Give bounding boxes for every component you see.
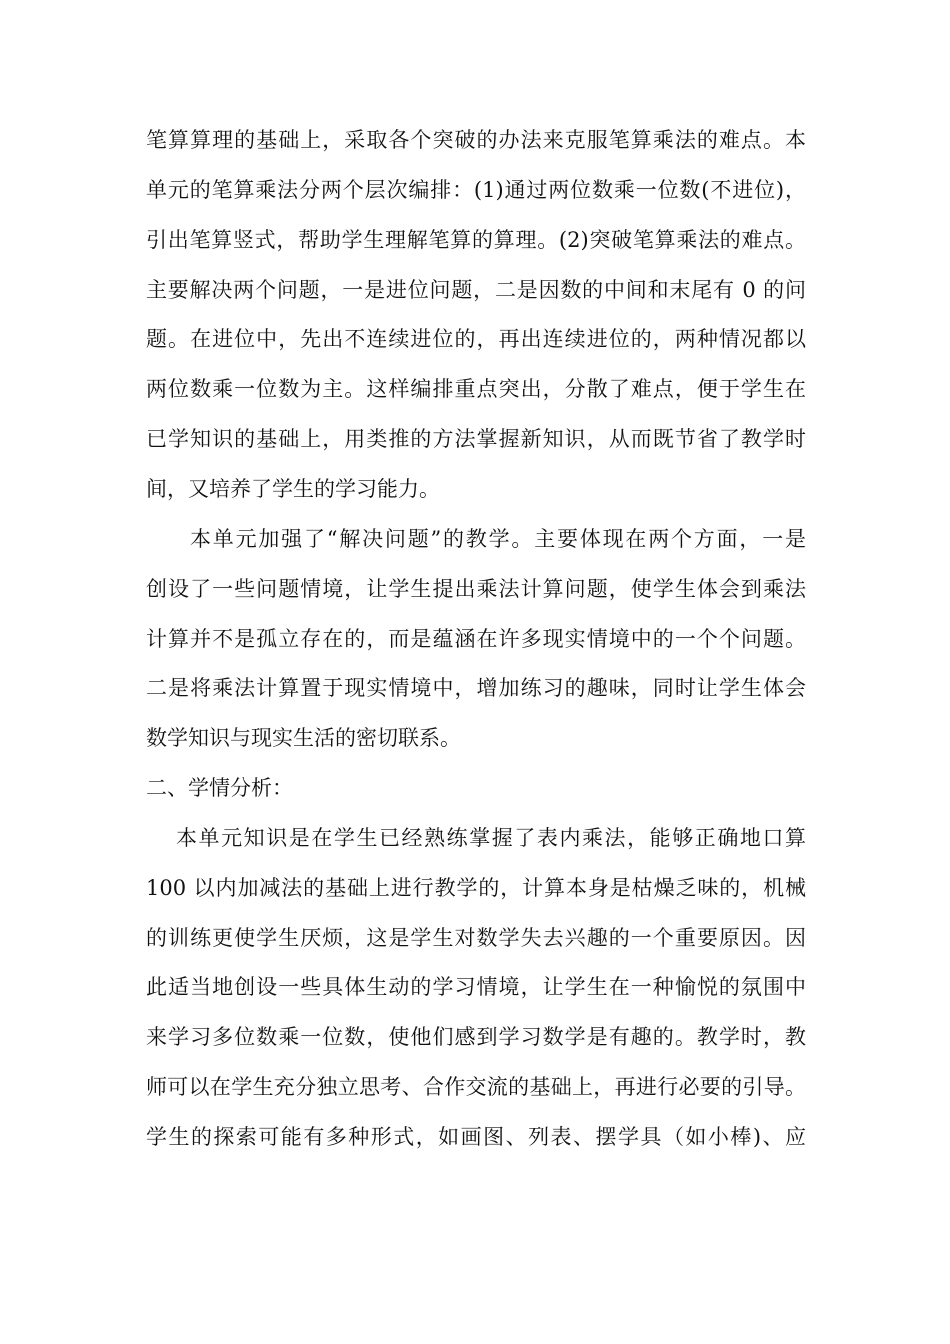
paragraph-3-line-1: 本单元知识是在学生已经熟练掌握了表内乘法，能够正确地口算 [176,826,806,850]
paragraph-1-line-6: 两位数乘一位数为主。这样编排重点突出，分散了难点，便于学生在 [146,377,806,401]
paragraph-2-line-5: 数学知识与现实生活的密切联系。 [146,726,461,750]
paragraph-2-line-4: 二是将乘法计算置于现实情境中，增加练习的趣味，同时让学生体会 [146,676,806,700]
paragraph-1-line-5: 题。在进位中，先出不连续进位的，再出连续进位的，两种情况都以 [146,327,806,351]
paragraph-1-line-4: 主要解决两个问题，一是进位问题，二是因数的中间和末尾有 0 的问 [146,278,806,302]
paragraph-3-line-4: 此适当地创设一些具体生动的学习情境，让学生在一种愉悦的氛围中 [146,975,806,999]
paragraph-2-line-2: 创设了一些问题情境，让学生提出乘法计算问题，使学生体会到乘法 [146,577,806,601]
paragraph-1-line-3: 引出笔算竖式，帮助学生理解笔算的算理。(2)突破笔算乘法的难点。 [146,228,806,252]
paragraph-1-line-2: 单元的笔算乘法分两个层次编排：(1)通过两位数乘一位数(不进位)， [146,178,806,202]
paragraph-2-line-1: 本单元加强了“解决问题”的教学。主要体现在两个方面，一是 [190,527,806,551]
paragraph-3-line-3: 的训练更使学生厌烦，这是学生对数学失去兴趣的一个重要原因。因 [146,926,806,950]
paragraph-1-line-8: 间，又培养了学生的学习能力。 [146,477,440,501]
paragraph-3-line-2: 100 以内加减法的基础上进行教学的，计算本身是枯燥乏味的，机械 [146,876,806,900]
paragraph-3-line-6: 师可以在学生充分独立思考、合作交流的基础上，再进行必要的引导。 [146,1075,806,1099]
paragraph-1-line-7: 已学知识的基础上，用类推的方法掌握新知识，从而既节省了教学时 [146,427,806,451]
paragraph-3-line-5: 来学习多位数乘一位数，使他们感到学习数学是有趣的。教学时，教 [146,1025,806,1049]
paragraph-1-line-1: 笔算算理的基础上，采取各个突破的办法来克服笔算乘法的难点。本 [146,128,806,152]
paragraph-2-line-3: 计算并不是孤立存在的，而是蕴涵在许多现实情境中的一个个问题。 [146,627,806,651]
paragraph-3-line-7: 学生的探索可能有多种形式，如画图、列表、摆学具（如小棒)、应 [146,1125,806,1149]
section-heading: 二、学情分析： [146,776,293,800]
